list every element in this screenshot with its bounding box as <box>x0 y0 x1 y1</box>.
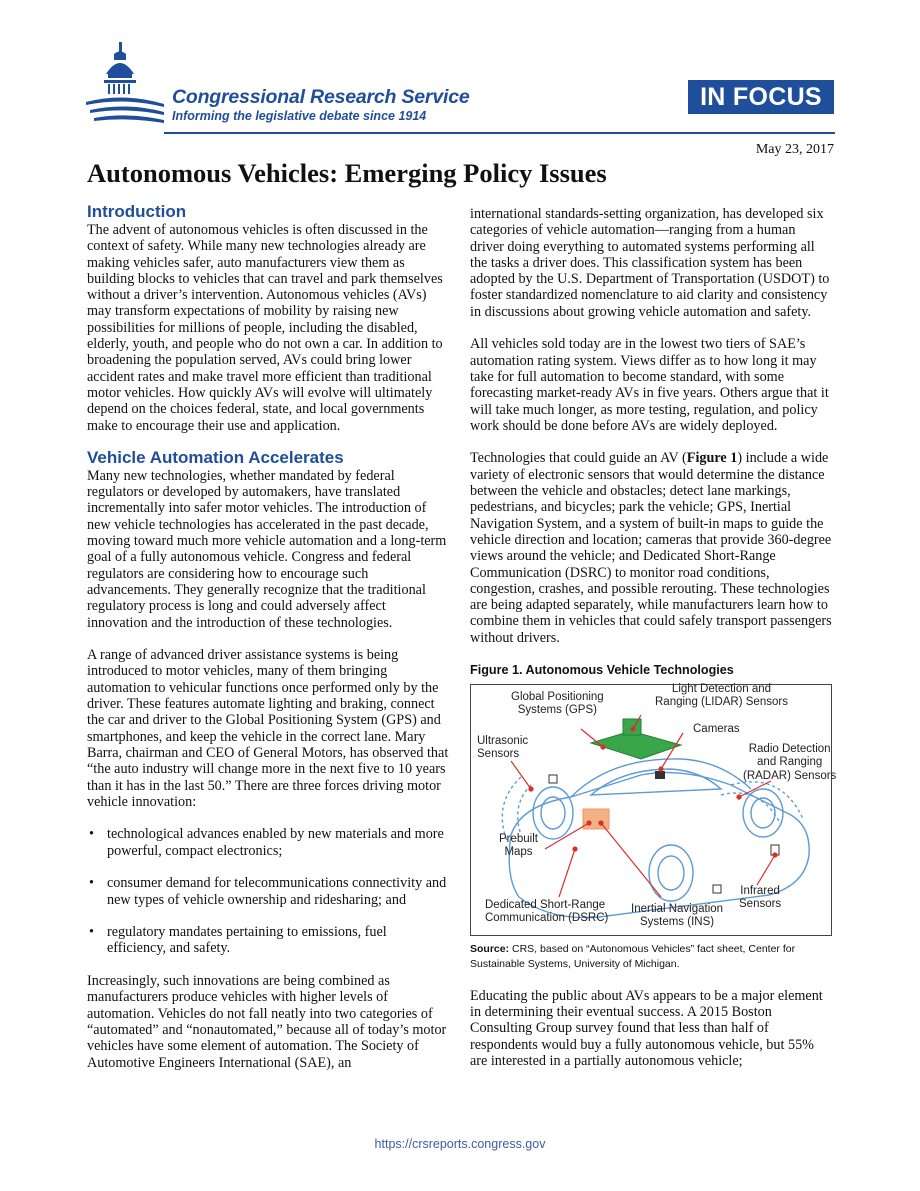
left-column <box>87 202 449 1087</box>
footer-url-link[interactable]: https://crsreports.congress.gov <box>374 1137 546 1151</box>
crs-capitol-logo <box>86 40 164 130</box>
label-infrared: Infrared Sensors <box>739 884 782 911</box>
label-dsrc: Dedicated Short-Range Communication (DSRC) <box>485 898 609 925</box>
section-heading-introduction: Introduction <box>87 202 187 221</box>
org-tagline: Informing the legislative debate since 1914 <box>172 109 427 123</box>
paragraph: The advent of autonomous vehicles is often discussed in the context of safety. While many new technologies already are making vehicles safer, auto manufacturers view them as building blocks to vehicles that can travel and park themselves without a driver’s intervention. Autonomous vehicles (AVs) may transform expectations of mobility by raising new possibilities for millions of people, including the disabled, elderly, youth, and people who do not own a car. In addition to broadening the population served, AVs could bring lower accident rates and make travel more efficient than traditional motor vehicles. How quickly AVs will evolve will ultimately depend on the choices federal, state, and local governments make to encourage their use and application. <box>87 222 443 434</box>
paragraph: All vehicles sold today are in the lowest two tiers of SAE’s automation rating system. Views differ as to how long it may take for full automation to become standard, with some forecasting market-ready AVs in five years. Others argue that it will take much longer, as more testing, regulation, and policy work should be done before AVs are widely deployed. <box>470 336 829 434</box>
paragraph: Increasingly, such innovations are being combined as manufacturers produce vehicles with higher levels of automation. Vehicles do not fall neatly into two categories of “automated” and “nonautomated,” because all of today’s motor vehicles have some element of automation. The Society of Automotive Engineers International (SAE), an <box>87 973 447 1071</box>
paragraph <box>470 450 832 646</box>
figure-source <box>470 942 832 972</box>
source-text: CRS, based on “Autonomous Vehicles” fact sheet, Center for Sustainable Systems, University of Michigan. <box>470 942 796 970</box>
section-heading-vehicle-automation: Vehicle Automation Accelerates <box>87 447 344 467</box>
right-column <box>470 206 837 1085</box>
bullet-list <box>87 826 449 956</box>
list-item: • technological advances enabled by new materials and more powerful, compact electronics; <box>87 826 449 859</box>
label-cameras: Cameras <box>693 722 740 735</box>
in-focus-badge: IN FOCUS <box>688 80 834 114</box>
page-title: Autonomous Vehicles: Emerging Policy Issues <box>87 158 607 188</box>
paragraph: Many new technologies, whether mandated by federal regulators or developed by automakers, have translated incrementally into safer motor vehicles. The introduction of new vehicle technologies has accelerated in the past decade, moving toward much more vehicle automation and a long-term goal of a fully autonomous vehicle. Congress and federal regulators are considering how to encourage such advancements. They generally recognize that the traditional regulatory process is long and could adversely affect innovation and the introduction of these technologies. <box>87 467 447 631</box>
paragraph: Educating the public about AVs appears to be a major element in determining their eventual success. A 2015 Boston Consulting Group survey found that less than half of respondents would buy a fully autonomous vehicle, but 55% are interested in a partially autonomous vehicle; <box>470 987 823 1069</box>
label-gps: Global Positioning Systems (GPS) <box>511 690 604 717</box>
label-ultrasonic: Ultrasonic Sensors <box>477 734 529 761</box>
list-item: • regulatory mandates pertaining to emissions, fuel efficiency, and safety. <box>87 924 449 957</box>
paragraph: A range of advanced driver assistance systems is being introduced to motor vehicles, many of them bringing automation to vehicular functions once performed only by the driver. These features automate lighting and braking, connect the car and driver to the Global Positioning System (GPS) and smartphones, and keep the vehicle in the correct lane. Mary Barra, chairman and CEO of General Motors, has observed that “the auto industry will change more in the next five to 10 years than it has in the last 50.” There are three forces driving motor vehicle innovation: <box>87 647 449 810</box>
list-item: • consumer demand for telecommunications connectivity and new types of vehicle ownership and ridesharing; and <box>87 875 449 908</box>
label-maps: Prebuilt Maps <box>499 832 538 859</box>
label-ins: Inertial Navigation Systems (INS) <box>631 902 724 929</box>
label-radar: Radio Detection and Ranging (RADAR) Sensors <box>743 742 837 782</box>
figure-av-technologies <box>470 682 837 936</box>
publication-date: May 23, 2017 <box>755 142 834 157</box>
figure-caption: Figure 1. Autonomous Vehicle Technologies <box>470 663 734 678</box>
text-run: Technologies that could guide an AV ( <box>470 450 687 467</box>
org-name: Congressional Research Service <box>172 86 470 108</box>
header-rule <box>164 132 835 134</box>
paragraph: international standards-setting organization, has developed six categories of vehicle automation—ranging from a human driver doing everything to automated systems performing all the tasks a driver does. This classification system has been adopted by the U.S. Department of Transportation (USDOT) to foster standardized nomenclature to aid clarity and consistency in discussions about growing vehicle automation and safety. <box>470 206 830 320</box>
figure-reference: Figure 1 <box>686 450 738 467</box>
label-lidar: Light Detection and Ranging (LIDAR) Sensors <box>655 682 788 709</box>
text-run: ) include a wide variety of electronic sensors that would determine the distance between the vehicle and obstacles; detect lane markings, pedestrians, and bicycles; park the vehicle; GPS, Inertial Navigation System, and a system of built-in maps to guide the vehicle direction and location; cameras that provide 360-degree views around the vehicle; and Dedicated Short-Range Communication (DSRC) to monitor road conditions, congestion, crashes, and possible rerouting. These technologies are being adapted separately, while manufacturers learn how to combine them in vehicles that could safely transport passengers without drivers. <box>470 450 832 646</box>
source-label: Source: <box>470 942 510 955</box>
